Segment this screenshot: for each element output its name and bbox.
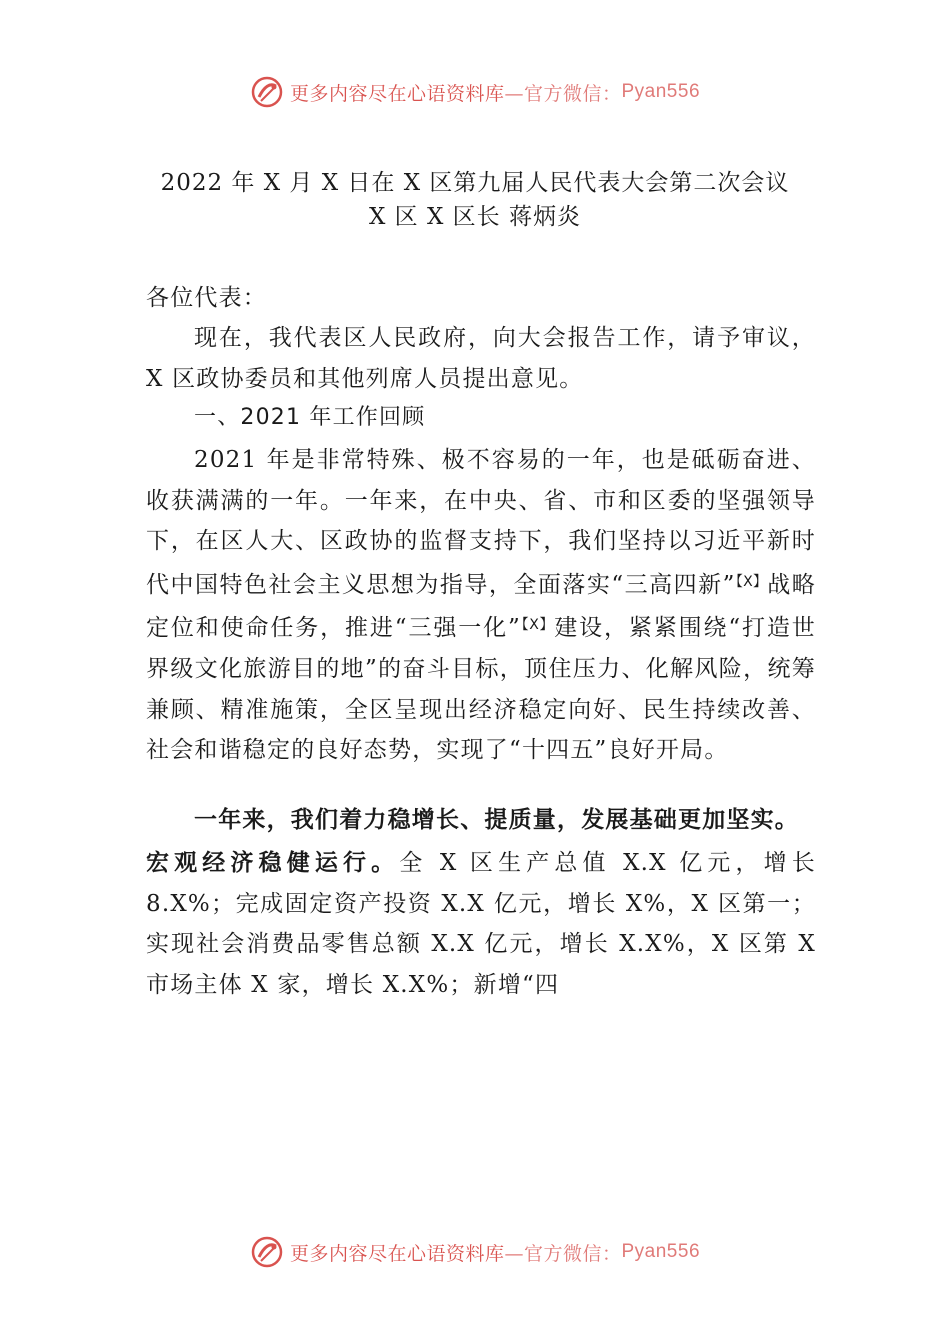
watermark-prefix: 更多内容尽在心语资料库 — [289, 1242, 505, 1265]
watermark-footer — [0, 1232, 950, 1272]
greeting: 各位代表： — [146, 285, 267, 311]
footnote-marker: 【X】 — [735, 573, 768, 590]
section-heading: 一、2021 年工作回顾 — [194, 405, 426, 430]
review-text-1: 2021 年是非常特殊、极不容易的一年，也是砥砺奋进、收获满满的一年。一年来，在中央、省、市和区委的坚强领导下，在区人大、区政协的监督支持下，我们坚持以习近平新时代中国特色社会主义思想为指导，全面落实“三高四新” — [146, 447, 816, 598]
watermark-logo-icon — [250, 1235, 284, 1269]
bold-summary-line: 一年来，我们着力稳增长、提质量，发展基础更加坚实。 — [194, 806, 799, 833]
macro-text: 全 X 区生产总值 X.X 亿元，增长 8.X%；完成固定资产投资 X.X 亿元，增长 X%，X 区第一；实现社会消费品零售总额 X.X 亿元，增长 X.X%，X 区第 X 市场主体 X 家，增长 X.X%；新增“四 — [146, 850, 816, 998]
document-author: X 区 X 区长 蒋炳炎 — [369, 204, 581, 230]
watermark-middle: —官方微信： — [504, 82, 622, 105]
watermark-logo-icon — [250, 75, 284, 109]
macro-paragraph — [146, 843, 816, 1005]
watermark-middle: —官方微信： — [504, 1242, 622, 1265]
review-text-2: 战略定位和使命任务，推进“三强一化” — [146, 571, 816, 642]
document-title: 2022 年 X 月 X 日在 X 区第九届人民代表大会第二次会议 — [160, 170, 790, 196]
intro-paragraph: 现在，我代表区人民政府，向大会报告工作，请予审议，X 区政协委员和其他列席人员提出意见。 — [146, 325, 816, 392]
watermark-account: Pyan556 — [621, 1241, 701, 1262]
watermark-account: Pyan556 — [621, 81, 701, 102]
watermark-prefix: 更多内容尽在心语资料库 — [289, 82, 505, 105]
review-text-3: 建设，紧紧围绕“打造世界级文化旅游目的地”的奋斗目标，顶住压力、化解风险，统筹兼顾、精准施策，全区呈现出经济稳定向好、民生持续改善、社会和谐稳定的良好态势，实现了“十四五”良好开局。 — [146, 615, 816, 764]
footnote-marker: 【X】 — [520, 617, 555, 634]
macro-lead: 宏观经济稳健运行。 — [146, 849, 400, 876]
watermark-header — [0, 72, 950, 112]
review-paragraph — [146, 440, 816, 771]
